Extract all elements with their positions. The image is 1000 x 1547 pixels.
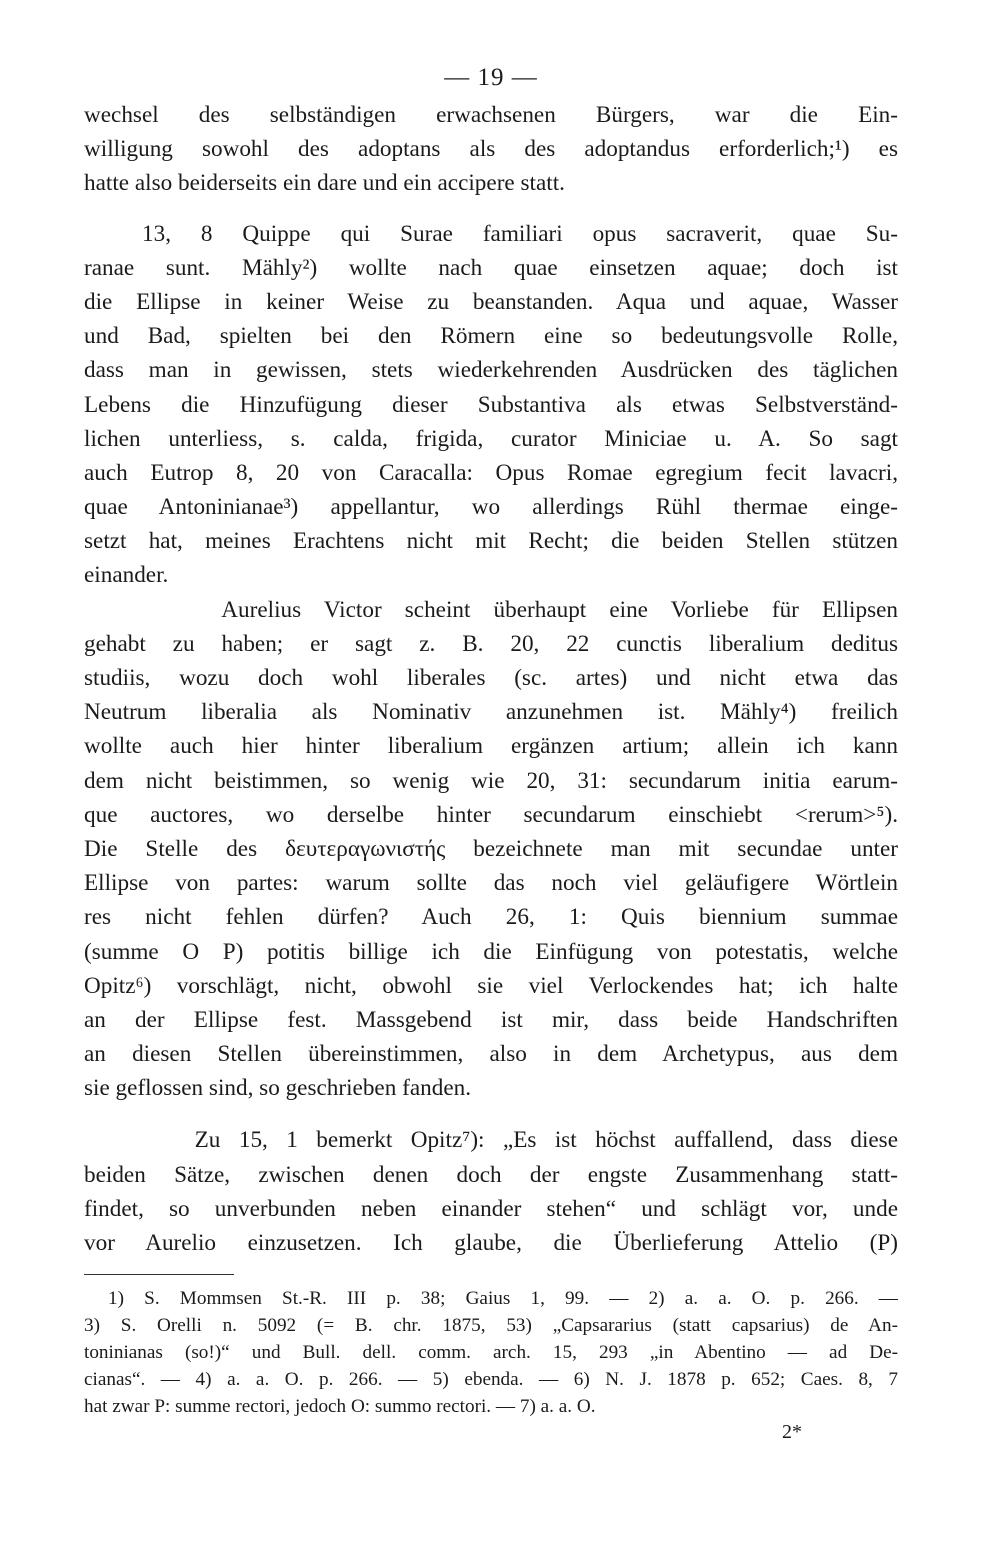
text-line: setzt hat, meines Erachtens nicht mit Recht; die beiden Stellen stützen [84,528,898,555]
text-line: Neutrum liberalia als Nominativ anzunehmen ist. Mähly⁴) freilich [84,699,898,726]
document-page [84,58,898,1444]
text-line: Ellipse von partes: warum sollte das noch viel geläufigere Wörtlein [84,870,898,897]
text-line: Zu 15, 1 bemerkt Opitz⁷): „Es ist höchst auffallend, dass diese [84,1127,898,1154]
footnote-line: toninianas (so!)“ und Bull. dell. comm. arch. 15, 293 „in Abentino — ad De- [84,1342,898,1364]
text-line: lichen unterliess, s. calda, frigida, curator Miniciae u. A. So sagt [84,425,898,452]
text-line: auch Eutrop 8, 20 von Caracalla: Opus Romae egregium fecit lavacri, [84,459,898,486]
footnotes [84,1285,898,1420]
paragraph-2 [84,217,898,593]
text-line: studiis, wozu doch wohl liberales (sc. artes) und nicht etwa das [84,665,898,691]
paragraph-3 [84,593,898,1106]
footnote-divider [84,1274,234,1275]
text-line: die Ellipse in keiner Weise zu beanstanden. Aqua und aquae, Wasser [84,288,898,315]
text-line: sie geflossen sind, so geschrieben fanden. [84,1075,471,1102]
text-line: Aurelius Victor scheint überhaupt eine Vorliebe für Ellipsen [84,596,898,623]
footnote-line: 1) S. Mommsen St.-R. III p. 38; Gaius 1, 99. — 2) a. a. O. p. 266. — [108,1288,898,1310]
text-line: einander. [84,562,169,589]
text-line: que auctores, wo derselbe hinter secundarum einschiebt <rerum>⁵). [84,801,898,828]
text-line: (summe O P) potitis billige ich die Einfügung von potestatis, welche [84,938,898,965]
text-line: Lebens die Hinzufügung dieser Substantiva als etwas Selbstverständ- [84,391,898,418]
text-line: ranae sunt. Mähly²) wollte nach quae einsetzen aquae; doch ist [84,254,898,281]
text-line: hatte also beiderseits ein dare und ein accipere statt. [84,170,565,197]
text-line: an diesen Stellen übereinstimmen, also in dem Archetypus, aus dem [84,1041,898,1068]
text-line: dem nicht beistimmen, so wenig wie 20, 31: secundarum initia earum- [84,767,898,794]
text-line: quae Antoninianae³) appellantur, wo allerdings Rühl thermae einge- [84,494,898,521]
text-line: und Bad, spielten bei den Römern eine so bedeutungsvolle Rolle, [84,323,898,350]
text-line: res nicht fehlen dürfen? Auch 26, 1: Quis biennium summae [84,904,898,931]
text-line: vor Aurelio einzusetzen. Ich glaube, die Überlieferung Attelio (P) [84,1230,898,1256]
footnote-line: 3) S. Orelli n. 5092 (= B. chr. 1875, 53) „Capsararius (statt capsarius) de An- [84,1315,898,1337]
paragraph-1 [84,98,898,201]
footnote-line: hat zwar P: summe rectori, jedoch O: summo rectori. — 7) a. a. O. [84,1396,596,1418]
text-line: dass man in gewissen, stets wiederkehrenden Ausdrücken des täglichen [84,357,898,384]
text-line: Die Stelle des δευτεραγωνιστής bezeichnete man mit secundae unter [84,835,898,862]
text-line: wollte auch hier hinter liberalium ergänzen artium; allein ich kann [84,733,898,760]
text-line: wechsel des selbständigen erwachsenen Bürgers, war die Ein- [84,102,898,128]
footnote-line: cianas“. — 4) a. a. O. p. 266. — 5) ebenda. — 6) N. J. 1878 p. 652; Caes. 8, 7 [84,1369,898,1391]
text-line: an der Ellipse fest. Massgebend ist mir, dass beide Handschriften [84,1006,898,1033]
text-line: willigung sowohl des adoptans als des adoptandus erforderlich;¹) es [84,136,898,163]
signature-mark: 2* [782,1421,802,1444]
paragraph-4 [84,1123,898,1260]
page-number: — 19 — [444,64,538,91]
text-line: 13, 8 Quippe qui Surae familiari opus sacraverit, quae Su- [142,220,898,247]
text-line: findet, so unverbunden neben einander stehen“ und schlägt vor, unde [84,1195,898,1222]
text-line: Opitz⁶) vorschlägt, nicht, obwohl sie viel Verlockendes hat; ich halte [84,972,898,999]
text-line: beiden Sätze, zwischen denen doch der engste Zusammenhang statt- [84,1161,898,1188]
text-line: gehabt zu haben; er sagt z. B. 20, 22 cunctis liberalium deditus [84,630,898,657]
